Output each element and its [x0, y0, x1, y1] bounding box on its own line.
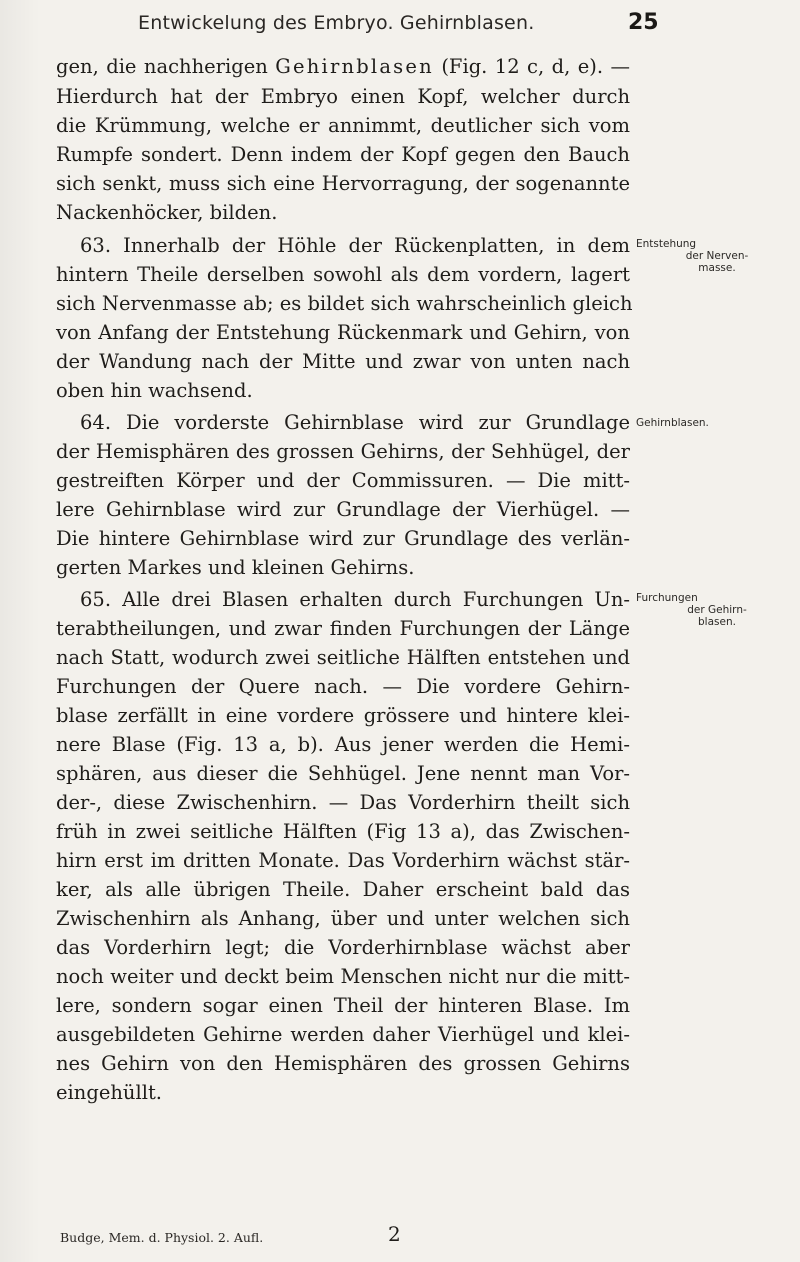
text-line: gerten Markes und kleinen Gehirns.	[56, 556, 415, 579]
running-title: Entwickelung des Embryo. Gehirnblasen.	[138, 12, 535, 34]
footer-citation: Budge, Mem. d. Physiol. 2. Aufl.	[60, 1230, 264, 1245]
signature-mark: 2	[388, 1222, 401, 1246]
margin-note-gehirnblasen	[636, 417, 798, 429]
text-line: Die hintere Gehirnblase wird zur Grundlage des verlän-	[56, 527, 630, 550]
text-line: nach Statt, wodurch zwei seitliche Hälften entstehen und	[56, 646, 630, 669]
text-line: Rumpfe sondert. Denn indem der Kopf gegen den Bauch	[56, 143, 630, 166]
text-line: nere Blase (Fig. 13 a, b). Aus jener werden die Hemi-	[56, 733, 630, 756]
paragraph-64-line: 64. Die vorderste Gehirnblase wird zur Grundlage	[80, 411, 630, 434]
margin-note-line: Gehirnblasen.	[636, 417, 709, 429]
text-line: das Vorderhirn legt; die Vorderhirnblase wächst aber	[56, 936, 630, 959]
text-line: oben hin wachsend.	[56, 379, 253, 402]
paragraph-65-line: 65. Alle drei Blasen erhalten durch Furchungen Un-	[80, 588, 630, 611]
page-gutter-shadow	[0, 0, 40, 1262]
text-line: lere Gehirnblase wird zur Grundlage der Vierhügel. —	[56, 498, 630, 521]
emphasized-term: Gehirnblasen	[275, 55, 434, 78]
text-line: der Hemisphären des grossen Gehirns, der Sehhügel, der	[56, 440, 630, 463]
paragraph-63-line: 63. Innerhalb der Höhle der Rückenplatten, in dem	[80, 234, 630, 257]
text-line: ausgebildeten Gehirne werden daher Vierhügel und klei-	[56, 1023, 630, 1046]
margin-note-nervenmasse	[636, 238, 798, 274]
text-line: der Wandung nach der Mitte und zwar von unten nach	[56, 350, 630, 373]
text-line: lere, sondern sogar einen Theil der hinteren Blase. Im	[56, 994, 630, 1017]
margin-note-line: der Nerven-	[685, 250, 749, 262]
text-line: früh in zwei seitliche Hälften (Fig 13 a), das Zwischen-	[56, 820, 630, 843]
margin-note-line: blasen.	[698, 616, 736, 628]
margin-note-line: Furchungen	[636, 592, 698, 604]
margin-note-line: Entstehung	[636, 238, 697, 250]
margin-note-furchungen	[636, 592, 798, 628]
text-line: sphären, aus dieser die Sehhügel. Jene nennt man Vor-	[56, 762, 630, 785]
text-line: terabtheilungen, und zwar finden Furchungen der Länge	[56, 617, 630, 640]
text-line: Nackenhöcker, bilden.	[56, 201, 278, 224]
margin-note-line: masse.	[698, 262, 736, 274]
text-line: eingehüllt.	[56, 1081, 162, 1104]
text-line: die Krümmung, welche er annimmt, deutlicher sich vom	[56, 114, 630, 137]
text-line: hintern Theile derselben sowohl als dem vordern, lagert	[56, 263, 630, 286]
page-number: 25	[628, 10, 659, 35]
page-header	[0, 8, 800, 42]
text-line: hirn erst im dritten Monate. Das Vorderhirn wächst stär-	[56, 849, 630, 872]
text-line: Hierdurch hat der Embryo einen Kopf, welcher durch	[56, 85, 630, 108]
text-line: noch weiter und deckt beim Menschen nicht nur die mitt-	[56, 965, 630, 988]
text-line: sich Nervenmasse ab; es bildet sich wahrscheinlich gleich	[56, 292, 633, 315]
text-line: Furchungen der Quere nach. — Die vordere Gehirn-	[56, 675, 630, 698]
text-line: ker, als alle übrigen Theile. Daher erscheint bald das	[56, 878, 630, 901]
text-line: Zwischenhirn als Anhang, über und unter welchen sich	[56, 907, 630, 930]
text-line: der-, diese Zwischenhirn. — Das Vorderhirn theilt sich	[56, 791, 630, 814]
margin-note-line: der Gehirn-	[687, 604, 747, 616]
text-line: von Anfang der Entstehung Rückenmark und Gehirn, von	[56, 321, 630, 344]
text-line: blase zerfällt in eine vordere grössere und hintere klei-	[56, 704, 630, 727]
text-line: gestreiften Körper und der Commissuren. — Die mitt-	[56, 469, 630, 492]
text-line: nes Gehirn von den Hemisphären des grossen Gehirns	[56, 1052, 630, 1075]
text-line: gen, die nachherigen Gehirnblasen (Fig. 12 c, d, e). —	[56, 55, 630, 78]
text-line: sich senkt, muss sich eine Hervorragung, der sogenannte	[56, 172, 630, 195]
page-footer	[60, 1222, 660, 1252]
